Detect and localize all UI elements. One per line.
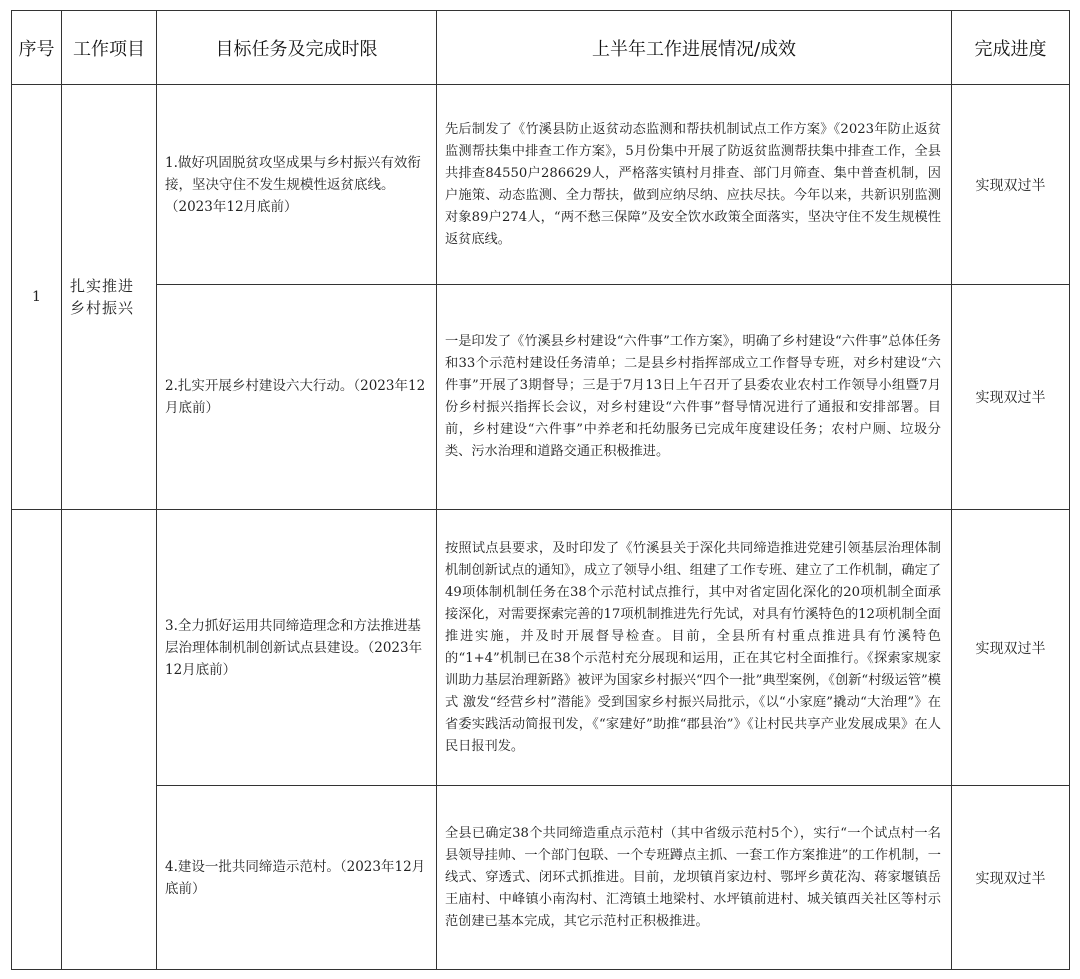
progress-text: 先后制发了《竹溪县防止返贫动态监测和帮扶机制试点工作方案》《2023年防止返贫监测帮扶集中排查工作方案》，5月份集中开展了防返贫监测帮扶集中排查工作，全县共排查84550户286629人，严格落实镇村月排查、部门月筛查、集中普查机制，因户施策、动态监测、全力帮扶，做到应纳尽纳、应扶尽扶。今年以来，共新识别监测对象89户274人，“两不愁三保障”及安全饮水政策全面落实，坚决守住不发生规模性返贫底线。 (445, 121, 941, 247)
progress-cell (437, 786, 952, 970)
progress-cell (437, 510, 952, 786)
header-seq: 序号 (12, 11, 62, 85)
header-row (12, 11, 1070, 85)
work-item-text: 扎实推进乡村振兴 (70, 277, 135, 317)
target-text: 3.全力抓好运用共同缔造理念和方法推进基层治理体制机制创新试点县建设。（2023年12月底前） (165, 617, 423, 678)
status-cell: 实现双过半 (952, 510, 1070, 786)
status-cell: 实现双过半 (952, 285, 1070, 510)
progress-text: 全县已确定38个共同缔造重点示范村（其中省级示范村5个），实行“一个试点村一名县领导挂帅、一个部门包联、一个专班蹲点主抓、一套工作方案推进”的工作机制，一线式、穿透式、闭环式抓推进。目前，龙坝镇肖家边村、鄂坪乡黄花沟、蒋家堰镇岳王庙村、中峰镇小南沟村、汇湾镇土地梁村、水坪镇前进村、城关镇西关社区等村示范创建已基本完成，其它示范村正积极推进。 (445, 825, 941, 929)
table-row (12, 786, 1070, 970)
work-item-cell (62, 510, 157, 970)
progress-cell (437, 285, 952, 510)
table-row (12, 85, 1070, 285)
target-text: 4.建设一批共同缔造示范村。（2023年12月底前） (165, 858, 426, 897)
header-item: 工作项目 (62, 11, 157, 85)
table-row (12, 510, 1070, 786)
work-progress-table (11, 10, 1070, 970)
target-cell (157, 285, 437, 510)
progress-cell (437, 85, 952, 285)
header-status: 完成进度 (952, 11, 1070, 85)
target-text: 2.扎实开展乡村建设六大行动。（2023年12月底前） (165, 378, 426, 416)
target-cell (157, 85, 437, 285)
status-cell: 实现双过半 (952, 85, 1070, 285)
header-progress: 上半年工作进展情况/成效 (437, 11, 952, 85)
target-text: 1.做好巩固脱贫攻坚成果与乡村振兴有效衔接，坚决守住不发生规模性返贫底线。（2023年12月底前） (165, 154, 421, 215)
header-target: 目标任务及完成时限 (157, 11, 437, 85)
work-item-cell (62, 85, 157, 510)
progress-text: 一是印发了《竹溪县乡村建设“六件事”工作方案》，明确了乡村建设“六件事”总体任务和33个示范村建设任务清单；二是县乡村指挥部成立工作督导专班，对乡村建设“六件事”开展了3期督导；三是于7月13日上午召开了县委农业农村工作领导小组暨7月份乡村振兴指挥长会议，对乡村建设“六件事”督导情况进行了通报和安排部署。目前，乡村建设“六件事”中养老和托幼服务已完成年度建设任务；农村户厕、垃圾分类、污水治理和道路交通正积极推进。 (445, 334, 941, 459)
target-cell (157, 786, 437, 970)
progress-text: 按照试点县要求，及时印发了《竹溪县关于深化共同缔造推进党建引领基层治理体制机制创新试点的通知》，成立了领导小组、组建了工作专班、建立了工作机制，确定了49项体制机制任务在38个示范村试点推行，其中对省定固化深化的20项机制全面承接深化，对需要探索完善的17项机制推进先行先试，对具有竹溪特色的12项机制全面推进实施，并及时开展督导检查。目前，全县所有村重点推进具有竹溪特色的“1+4”机制已在38个示范村充分展现和运用，正在其它村全面推行。《探索家规家训助力基层治理新路》被评为国家乡村振兴“四个一批”典型案例，《创新“村级运管”模式 激发“经营乡村”潜能》受到国家乡村振兴局批示，《以“小家庭”撬动“大治理”》在省委实践活动简报刊发，《“家建好”助推“郡县治”》《让村民共享产业发展成果》在人民日报刊发。 (445, 540, 941, 754)
seq-cell (12, 510, 62, 970)
target-cell (157, 510, 437, 786)
status-cell: 实现双过半 (952, 786, 1070, 970)
seq-cell: 1 (12, 85, 62, 510)
table-row (12, 285, 1070, 510)
